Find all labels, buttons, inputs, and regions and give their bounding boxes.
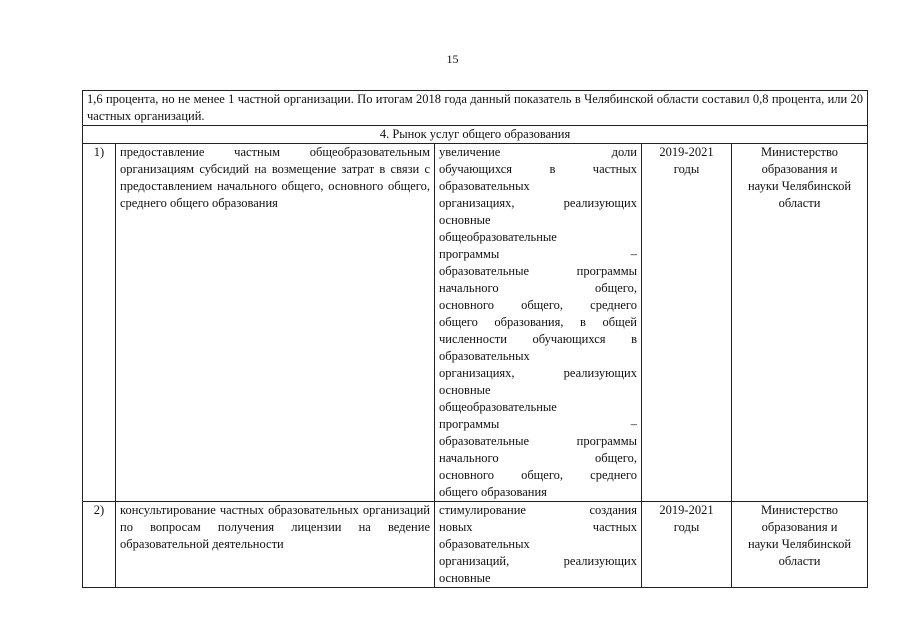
indicator-line: образовательных [439,179,530,193]
indicator-line: новых частных [439,520,637,534]
indicator-line: обучающихся в частных [439,162,637,176]
indicator-cell [435,502,642,588]
measure-cell: консультирование частных образовательных организаций по вопросам получения лицензии на ведение образовательной деятельности [116,502,435,588]
indicator-line: образовательных [439,349,530,363]
responsible-cell: Министерство образования и науки Челябинской области [732,502,868,588]
indicator-line: увеличение доли [439,145,637,159]
indicator-line: программы – [439,247,637,261]
indicator-line: организациях, реализующих [439,366,637,380]
indicator-line: начального общего, [439,451,637,465]
indicator-line: основные [439,213,491,227]
term-cell: 2019-2021 годы [642,502,732,588]
intro-row [83,91,868,126]
indicator-line: основные [439,383,491,397]
page-number: 15 [446,52,459,66]
indicator-line: основного общего, среднего [439,468,637,482]
indicator-line: стимулирование создания [439,503,637,517]
table-row [83,502,868,588]
indicator-line: общего образования, в общей [439,315,637,329]
section-header-row [83,126,868,144]
responsible-cell: Министерство образования и науки Челябинской области [732,144,868,502]
intro-text: 1,6 процента, но не менее 1 частной организации. По итогам 2018 года данный показатель в Челябинской области составил 0,8 процента, или 20 частных организаций. [83,91,868,126]
indicator-line: организаций, реализующих [439,554,637,568]
indicator-line: основные [439,571,491,585]
indicator-line: общеобразовательные [439,230,557,244]
measures-table [82,90,868,588]
indicator-cell [435,144,642,502]
indicator-line: организациях, реализующих [439,196,637,210]
row-number: 1) [83,144,116,502]
section-title: 4. Рынок услуг общего образования [83,126,868,144]
indicator-line: образовательные программы [439,264,637,278]
indicator-line: образовательные программы [439,434,637,448]
indicator-line: основного общего, среднего [439,298,637,312]
table-row [83,144,868,502]
indicator-line: программы – [439,417,637,431]
indicator-line: численности обучающихся в [439,332,637,346]
term-cell: 2019-2021 годы [642,144,732,502]
indicator-line: образовательных [439,537,530,551]
indicator-line: начального общего, [439,281,637,295]
row-number: 2) [83,502,116,588]
indicator-line: общеобразовательные [439,400,557,414]
measure-cell: предоставление частным общеобразовательным организациям субсидий на возмещение затрат в связи с предоставлением начального общего, основного общего, среднего общего образования [116,144,435,502]
indicator-line: общего образования [439,485,547,499]
